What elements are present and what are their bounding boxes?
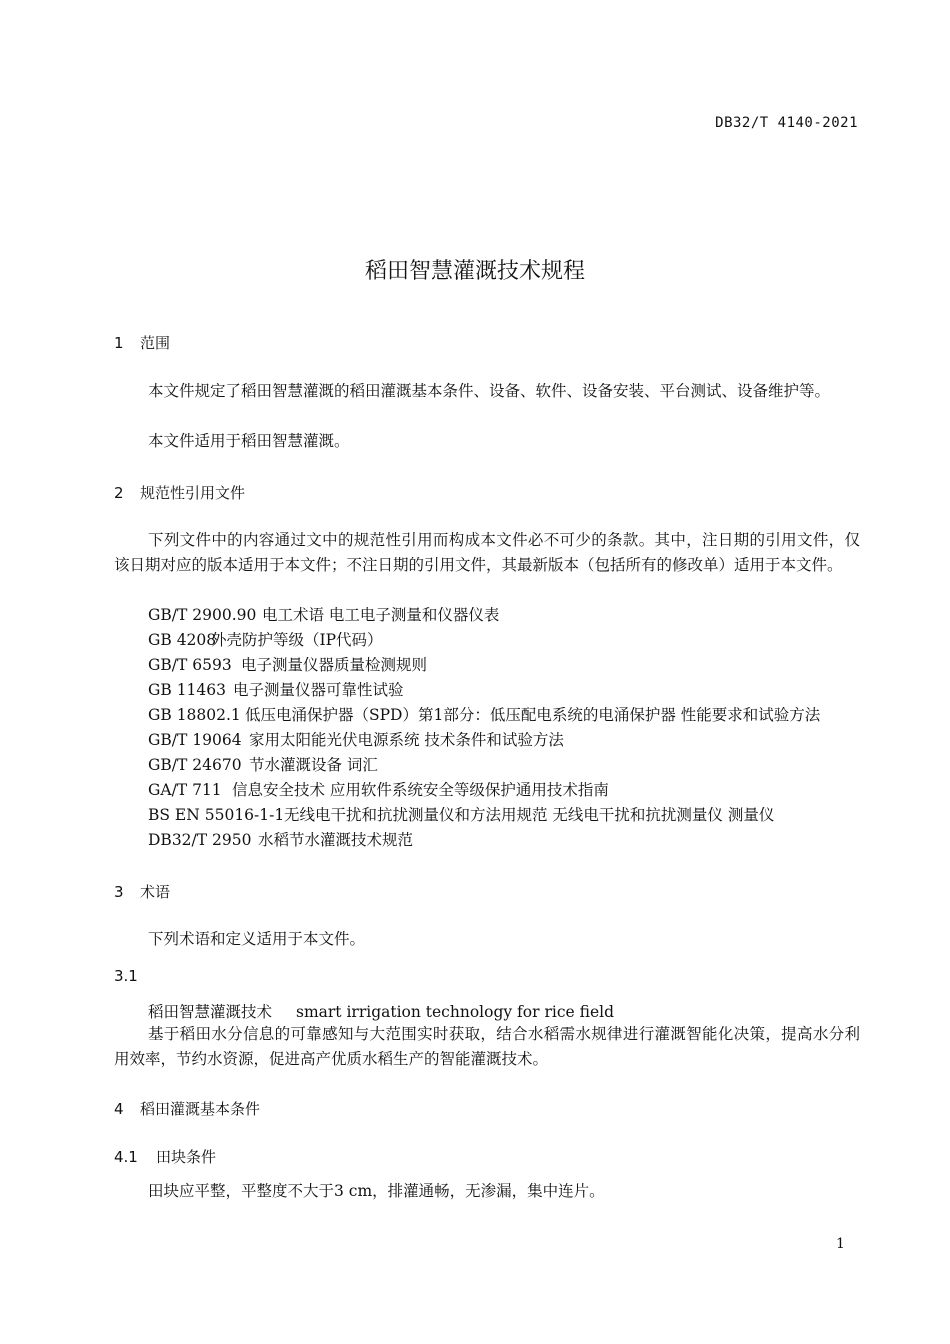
reference-item bbox=[148, 828, 413, 850]
reference-code: GB/T 6593 bbox=[148, 656, 232, 674]
reference-code: BS EN 55016-1-1 bbox=[148, 806, 285, 824]
reference-item bbox=[148, 678, 404, 700]
reference-code: GB/T 24670 bbox=[148, 756, 242, 774]
reference-name: 电工术语 电工电子测量和仪器仪表 bbox=[262, 606, 500, 624]
reference-item bbox=[148, 628, 383, 650]
section-title: 范围 bbox=[140, 334, 171, 352]
document-title: 稻田智慧灌溉技术规程 bbox=[364, 259, 585, 284]
section-3-intro: 下列术语和定义适用于本文件。 bbox=[148, 930, 366, 948]
term-english: smart irrigation technology for rice field bbox=[296, 1003, 614, 1021]
reference-code: GB 11463 bbox=[148, 681, 227, 699]
section-number: 2 bbox=[114, 484, 124, 502]
reference-code: GB 18802.1 bbox=[148, 706, 241, 724]
reference-name: 无线电干扰和抗扰测量仪和方法用规范 无线电干扰和抗扰测量仪 测量仪 bbox=[284, 806, 775, 824]
section-title: 术语 bbox=[140, 883, 171, 901]
reference-item bbox=[148, 703, 820, 725]
subsection-4-1-paragraph: 田块应平整，平整度不大于3 cm，排灌通畅，无渗漏，集中连片。 bbox=[148, 1182, 605, 1200]
section-title: 规范性引用文件 bbox=[140, 484, 246, 502]
subsection-title: 田块条件 bbox=[156, 1148, 217, 1166]
reference-item bbox=[148, 728, 564, 750]
reference-item bbox=[148, 603, 499, 625]
term-chinese: 稻田智慧灌溉技术 bbox=[148, 1003, 273, 1021]
reference-code: DB32/T 2950 bbox=[148, 831, 252, 849]
subsection-number: 4.1 bbox=[114, 1148, 138, 1166]
section-2-heading bbox=[114, 482, 245, 503]
reference-name: 水稻节水灌溉技术规范 bbox=[258, 831, 414, 849]
reference-item bbox=[148, 653, 427, 675]
reference-item bbox=[148, 753, 378, 775]
reference-name: 电子测量仪器质量检测规则 bbox=[241, 656, 428, 674]
subsection-4-1-heading bbox=[114, 1146, 216, 1167]
reference-name: 家用太阳能光伏电源系统 技术条件和试验方法 bbox=[249, 731, 564, 749]
reference-code: GB/T 2900.90 bbox=[148, 606, 257, 624]
reference-name: 外壳防护等级（IP代码） bbox=[211, 631, 383, 649]
section-3-heading bbox=[114, 881, 170, 902]
reference-name: 信息安全技术 应用软件系统安全等级保护通用技术指南 bbox=[232, 781, 609, 799]
reference-item bbox=[148, 778, 609, 800]
term-entry bbox=[148, 1000, 614, 1022]
page-number: 1 bbox=[836, 1236, 845, 1252]
section-number: 1 bbox=[114, 334, 124, 352]
section-title: 稻田灌溉基本条件 bbox=[140, 1100, 261, 1118]
reference-name: 低压电涌保护器（SPD）第1部分：低压配电系统的电涌保护器 性能要求和试验方法 bbox=[245, 706, 821, 724]
reference-code: GB/T 19064 bbox=[148, 731, 242, 749]
reference-name: 节水灌溉设备 词汇 bbox=[249, 756, 378, 774]
term-definition: 基于稻田水分信息的可靠感知与大范围实时获取，结合水稻需水规律进行灌溉智能化决策，提高水分利用效率，节约水资源，促进高产优质水稻生产的智能灌溉技术。 bbox=[114, 1025, 860, 1068]
reference-code: GA/T 711 bbox=[148, 781, 222, 799]
term-number: 3.1 bbox=[114, 967, 138, 985]
section-4-heading bbox=[114, 1098, 260, 1119]
reference-code: GB 4208 bbox=[148, 631, 217, 649]
section-2-intro: 下列文件中的内容通过文中的规范性引用而构成本文件必不可少的条款。其中，注日期的引用文件，仅该日期对应的版本适用于本文件；不注日期的引用文件，其最新版本（包括所有的修改单）适用于本文件。 bbox=[114, 531, 860, 574]
section-1-paragraph-2: 本文件适用于稻田智慧灌溉。 bbox=[148, 432, 350, 450]
document-id: DB32/T 4140-2021 bbox=[715, 115, 858, 131]
section-1-paragraph-1: 本文件规定了稻田智慧灌溉的稻田灌溉基本条件、设备、软件、设备安装、平台测试、设备维护等。 bbox=[148, 382, 831, 400]
reference-item bbox=[148, 803, 774, 825]
section-number: 4 bbox=[114, 1100, 124, 1118]
section-number: 3 bbox=[114, 883, 124, 901]
section-1-heading bbox=[114, 332, 170, 353]
reference-name: 电子测量仪器可靠性试验 bbox=[233, 681, 404, 699]
